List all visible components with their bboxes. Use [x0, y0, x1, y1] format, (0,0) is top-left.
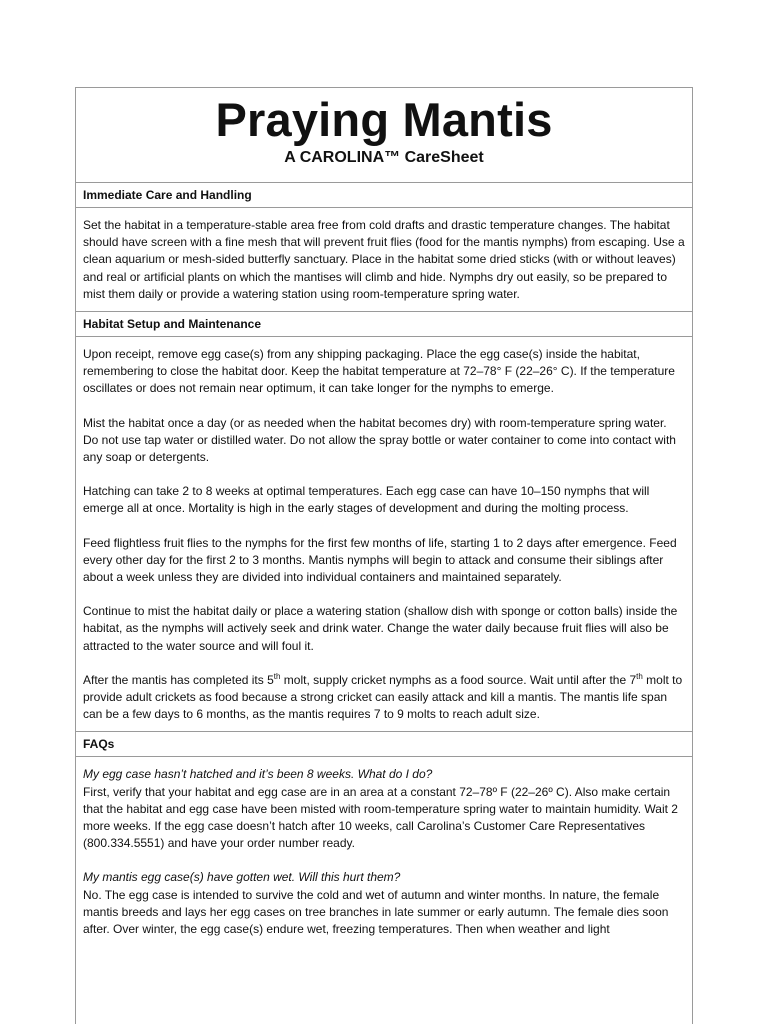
molt-text-c: molt to provide adult crickets as food because a strong cricket can easily attack and kill a mantis. The mantis life span can be a few days to 6 months, as the mantis requires 7 to 9 molts to reach adult size.	[83, 672, 683, 722]
section-immediate-care	[76, 208, 692, 312]
molt-text-b: molt, supply cricket nymphs as a food source. Wait until after the 7	[280, 672, 637, 687]
page-title: Praying Mantis	[215, 93, 553, 146]
care-sheet	[75, 87, 693, 1024]
habitat-paragraph-5: Continue to mist the habitat daily or place a watering station (shallow dish with sponge or cotton balls) inside the habitat, as the nymphs will actively seek and drink water. Change the water daily because fruit flies will also be attracted to the water source and will foul it.	[83, 604, 678, 653]
title-block	[76, 88, 692, 183]
section-heading-faqs: FAQs	[76, 732, 692, 757]
faq-question-2: My mantis egg case(s) have gotten wet. Will this hurt them?	[83, 870, 401, 885]
faq-answer-2: No. The egg case is intended to survive the cold and wet of autumn and winter months. In nature, the female mantis breeds and lays her egg cases on tree branches in late summer or early autumn. The female dies soon after. Over winter, the egg case(s) endure wet, freezing temperatures. Then when weather and light	[83, 887, 669, 937]
faq-item	[83, 869, 685, 938]
habitat-paragraph-4: Feed flightless fruit flies to the nymphs for the first few months of life, starting 1 to 2 days after emergence. Feed every other day for the first 2 to 3 months. Mantis nymphs will begin to attack and consume their siblings after about a week unless they are divided into individual containers and maintained separately.	[83, 535, 677, 585]
superscript-th-2: th	[636, 671, 643, 681]
section-habitat-setup	[76, 337, 692, 732]
section-heading-immediate-care: Immediate Care and Handling	[76, 183, 692, 208]
section-heading-habitat-setup: Habitat Setup and Maintenance	[76, 312, 692, 337]
habitat-paragraph-1: Upon receipt, remove egg case(s) from any shipping packaging. Place the egg case(s) inside the habitat, remembering to close the habitat door. Keep the habitat temperature at 72–78° F (22–26° C). If the temperature oscillates or does not remain near optimum, it can take longer for the nymphs to emerge.	[83, 347, 675, 396]
faq-item	[83, 766, 685, 852]
habitat-paragraph-2: Mist the habitat once a day (or as needed when the habitat becomes dry) with room-temperature spring water. Do not use tap water or distilled water. Do not allow the spray bottle or water container to come into contact with any soap or detergents.	[83, 415, 676, 465]
page-subtitle: A CAROLINA™ CareSheet	[284, 149, 484, 166]
superscript-th-1: th	[273, 671, 281, 681]
section-faqs	[76, 757, 692, 938]
habitat-paragraph-3: Hatching can take 2 to 8 weeks at optimal temperatures. Each egg case can have 10–150 nymphs that will emerge all at once. Mortality is high in the early stages of development and during the molting process.	[83, 484, 650, 516]
faq-question-1: My egg case hasn’t hatched and it’s been 8 weeks. What do I do?	[83, 767, 433, 782]
molt-text-a: After the mantis has completed its 5	[83, 672, 274, 687]
immediate-care-paragraph: Set the habitat in a temperature-stable area free from cold drafts and drastic temperature changes. The habitat should have screen with a fine mesh that will prevent fruit flies (food for the mantis nymphs) from escaping. Use a clean aquarium or mesh-sided butterfly sanctuary. Place in the habitat some dried sticks (with or without leaves) and real or artificial plants on which the mantises will climb and hide. Nymphs dry out easily, so be prepared to mist them daily or provide a watering station using room-temperature spring water.	[83, 218, 685, 301]
habitat-paragraph-6	[83, 672, 685, 724]
faq-answer-1: First, verify that your habitat and egg case are in an area at a constant 72–78º F (22–26º C). Also make certain that the habitat and egg case have been misted with room-temperature spring water to maintain humidity. Wait 2 more weeks. If the egg case doesn’t hatch after 10 weeks, call Carolina’s Customer Care Representatives (800.334.5551) and have your order number ready.	[83, 784, 678, 851]
